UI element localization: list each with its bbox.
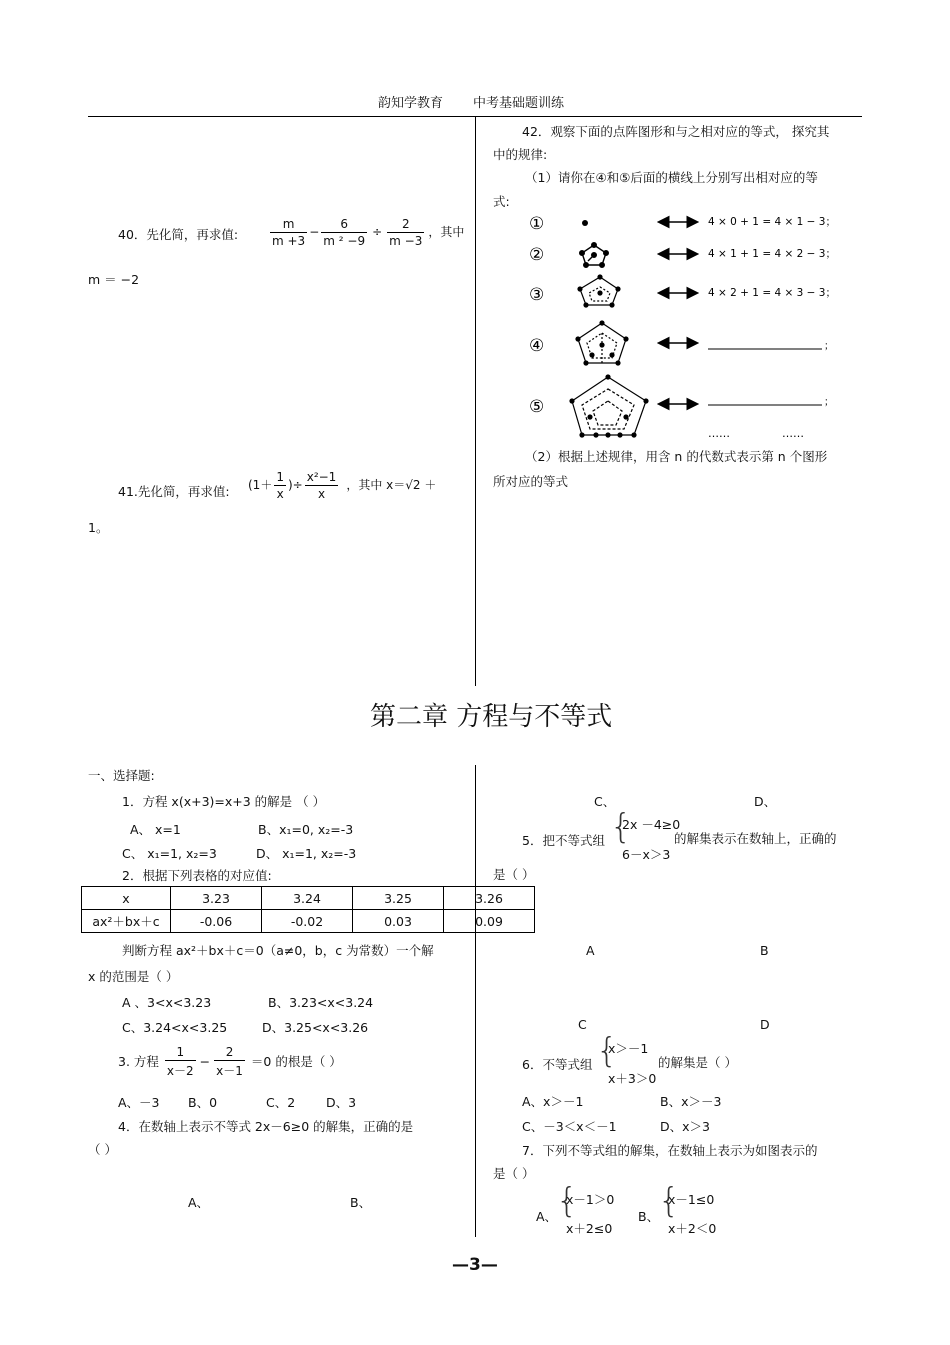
row-label-5: ⑤ — [529, 397, 545, 417]
table-cell: ax²＋bx＋c — [82, 910, 171, 933]
q7-a-ineq-2: x＋2≤0 — [566, 1221, 613, 1236]
q6-brace: { — [596, 1031, 618, 1071]
header-series: 中考基础题训练 — [473, 96, 565, 111]
q42-line2: 中的规律: — [493, 147, 548, 162]
q42-sub2-a: （2）根据上述规律，用含 n 的代数式表示第 n 个图形 — [525, 449, 828, 464]
correspondence-arrows — [660, 222, 696, 404]
q6-pre: 6．不等式组 — [522, 1057, 593, 1072]
q1-stem: 1．方程 x(x+3)=x+3 的解是 （ ） — [122, 794, 326, 809]
q4-option-a: A、 — [188, 1195, 210, 1210]
section-heading: 一、选择题: — [88, 768, 155, 783]
q40-label: 40．先化简，再求值: — [118, 227, 239, 242]
q2-stem: 2．根据下列表格的对应值: — [122, 868, 272, 883]
chapter-title: 第二章 方程与不等式 — [370, 702, 613, 732]
q42-sub1-b: 式: — [493, 194, 510, 209]
q40-expression: $\frac{m}{m +3}$ − $\frac{6}{\text{m ² −9}}$ ÷ $\frac{2}{m -3}$ ，其中 — [272, 217, 465, 248]
equation-2: 4 × 1 + 1 = 4 × 2 − 3； — [708, 248, 836, 260]
q1-option-a: A、 x=1 — [130, 822, 181, 837]
pattern-5 — [570, 375, 648, 437]
pattern-3 — [578, 275, 620, 307]
q3-frac1: $\frac{1}{x-2}$ — [166, 1045, 194, 1078]
q2-option-c: C、3.24<x<3.25 — [122, 1020, 228, 1035]
q2-option-d: D、3.25<x<3.26 — [262, 1020, 369, 1035]
q5-pre: 5．把不等式组 — [522, 833, 605, 848]
continuation-dots-left: …… — [708, 427, 730, 440]
q5-post: 的解集表示在数轴上，正确的 — [674, 831, 837, 846]
q2-option-b: B、3.23<x<3.24 — [268, 995, 374, 1010]
q7-option-a-label: A、 — [536, 1209, 558, 1224]
q4-stem: 4．在数轴上表示不等式 2x－6≥0 的解集，正确的是 — [118, 1119, 414, 1134]
q5-brace: { — [610, 807, 632, 847]
q41-label: 41.先化简，再求值: — [118, 484, 230, 499]
table-cell: -0.02 — [262, 910, 353, 933]
page-number: —3— — [452, 1255, 498, 1275]
q41-frac1: $\frac{1}{x}$ — [276, 470, 284, 501]
q42-line1: 42．观察下面的点阵图形和与之相对应的等式， 探究其 — [522, 124, 830, 139]
q2-judge-2: x 的范围是（ ） — [88, 969, 179, 984]
q5-option-b: B — [760, 943, 769, 958]
q5-ineq-2: 6－x＞3 — [622, 847, 671, 862]
q3-option-b: B、0 — [188, 1095, 218, 1110]
q41-expression: (1＋ $\frac{1}{x}$ )÷ $\frac{\text{x²−1}}{x}$ ，其中 x＝√2 ＋ — [248, 470, 437, 501]
table-cell: 0.03 — [353, 910, 444, 933]
q7-b-ineq-2: x＋2＜0 — [668, 1221, 717, 1236]
q6-option-d: D、x＞3 — [660, 1119, 710, 1134]
q7-line2: 是（ ） — [493, 1166, 535, 1181]
q3-option-c: C、2 — [266, 1095, 296, 1110]
q5-option-d: D — [760, 1017, 770, 1032]
q42-sub1-a: （1）请你在④和⑤后面的横线上分别写出相对应的等 — [525, 170, 818, 185]
q1-option-b: B、x₁=0, x₂=-3 — [258, 822, 354, 837]
q5-option-c: C — [578, 1017, 587, 1032]
dot-pattern-figure — [520, 205, 865, 445]
row-label-1: ① — [529, 214, 545, 234]
equation-3: 4 × 2 + 1 = 4 × 3 − 3； — [708, 287, 836, 299]
row-label-2: ② — [529, 245, 545, 265]
q1-option-c: C、 x₁=1, x₂=3 — [122, 846, 217, 861]
pattern-1-dot — [582, 220, 588, 226]
q6-ineq-2: x＋3＞0 — [608, 1071, 657, 1086]
table-cell: 3.23 — [171, 887, 262, 910]
q4-paren: （ ） — [88, 1142, 117, 1157]
q2-value-table — [81, 886, 535, 933]
blank-5-end: ； — [824, 397, 834, 408]
q40-frac3: $\frac{2}{m -3}$ — [389, 217, 423, 248]
q41-continuation: 1。 — [88, 520, 109, 535]
pattern-2 — [580, 243, 609, 268]
q6-ineq-1: x＞－1 — [608, 1041, 649, 1056]
q7-a-brace: { — [556, 1181, 578, 1221]
q4-option-d: D、 — [754, 794, 777, 809]
q3-frac2: $\frac{2}{x-1}$ — [216, 1045, 243, 1078]
table-cell: 0.09 — [444, 910, 535, 933]
q3-option-d: D、3 — [326, 1095, 357, 1110]
row-label-4: ④ — [529, 336, 545, 356]
column-divider-bottom — [475, 765, 476, 1237]
q4-option-c: C、 — [594, 794, 616, 809]
q5-ineq-1: 2x －4≥0 — [622, 817, 681, 832]
q42-sub2-b: 所对应的等式 — [493, 474, 569, 489]
header-org: 韵知学教育 — [378, 96, 444, 111]
q6-option-a: A、x＞－1 — [522, 1094, 584, 1109]
table-cell: 3.26 — [444, 887, 535, 910]
q7-b-ineq-1: x－1≤0 — [668, 1192, 715, 1207]
q7-option-b-label: B、 — [638, 1209, 660, 1224]
q6-option-c: C、－3＜x＜－1 — [522, 1119, 617, 1134]
table-row — [82, 910, 535, 933]
table-cell: -0.06 — [171, 910, 262, 933]
blank-4-end: ； — [824, 341, 834, 352]
q2-judge: 判断方程 ax²＋bx＋c＝0（a≠0，b，c 为常数）一个解 — [122, 943, 434, 958]
q7-b-brace: { — [658, 1181, 680, 1221]
q6-post: 的解集是（ ） — [658, 1055, 737, 1070]
q40-frac1: $\frac{m}{m +3}$ — [272, 217, 306, 248]
q7-a-ineq-1: x－1＞0 — [566, 1192, 615, 1207]
pattern-4 — [576, 321, 628, 365]
q41-frac2: $\frac{\text{x²−1}}{x}$ — [306, 470, 337, 501]
q6-option-b: B、x＞－3 — [660, 1094, 722, 1109]
q2-option-a: A 、3<x<3.23 — [122, 995, 212, 1010]
table-cell: 3.25 — [353, 887, 444, 910]
equation-1: 4 × 0 + 1 = 4 × 1 − 3； — [708, 216, 836, 228]
q4-option-b: B、 — [350, 1195, 372, 1210]
q1-option-d: D、 x₁=1, x₂=-3 — [256, 846, 357, 861]
q3-expression: 3. 方程 $\frac{1}{x-2}$ − $\frac{2}{x-1}$ ＝0 的根是（ ） — [118, 1045, 342, 1078]
q3-option-a: A、－3 — [118, 1095, 160, 1110]
q40-frac2: $\frac{6}{\text{m ² −9}}$ — [323, 217, 366, 248]
q40-condition: m ＝ −2 — [88, 272, 140, 287]
table-cell: 3.24 — [262, 887, 353, 910]
q7-line1: 7．下列不等式组的解集，在数轴上表示为如图表示的 — [522, 1143, 818, 1158]
row-label-3: ③ — [529, 285, 545, 305]
continuation-dots-right: …… — [782, 427, 804, 440]
q5-option-a: A — [586, 943, 595, 958]
table-cell: x — [82, 887, 171, 910]
column-divider-top — [475, 116, 476, 686]
table-row — [82, 887, 535, 910]
q5-line2: 是（ ） — [493, 867, 535, 882]
